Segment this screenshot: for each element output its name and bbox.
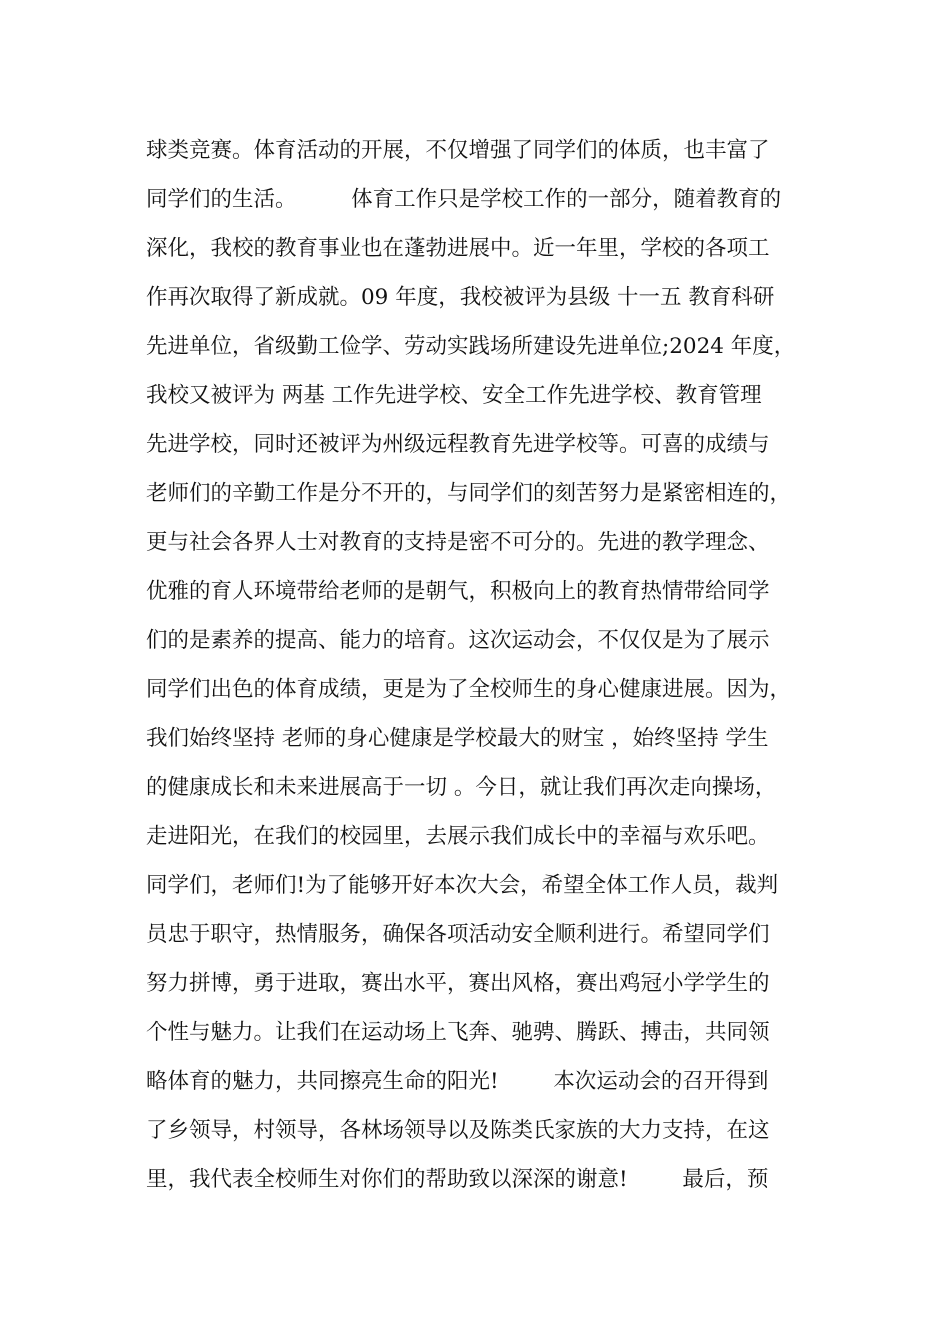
text-line: 的健康成长和未来进展高于一切 。今日，就让我们再次走向操场， — [146, 775, 777, 800]
text-line: 了乡领导，村领导，各林场领导以及陈类氏家族的大力支持，在这 — [146, 1118, 770, 1143]
text-line: 球类竞赛。体育活动的开展，不仅增强了同学们的体质，也丰富了 — [146, 138, 770, 163]
text-line: 们的是素养的提高、能力的培育。这次运动会，不仅仅是为了展示 — [146, 628, 770, 653]
text-line: 深化，我校的教育事业也在蓬勃进展中。近一年里，学校的各项工 — [146, 236, 770, 261]
text-line: 我们始终坚持 老师的身心健康是学校最大的财宝 ，始终坚持 学生 — [146, 726, 769, 751]
text-line: 我校又被评为 两基 工作先进学校、安全工作先进学校、教育管理 — [146, 383, 762, 408]
text-line: 员忠于职守，热情服务，确保各项活动安全顺利进行。希望同学们 — [146, 922, 770, 947]
body-text — [146, 126, 836, 1204]
text-line: 先进学校，同时还被评为州级远程教育先进学校等。可喜的成绩与 — [146, 432, 770, 457]
text-line: 里，我代表全校师生对你们的帮助致以深深的谢意! 最后，预 — [146, 1167, 769, 1192]
text-line: 同学们出色的体育成绩，更是为了全校师生的身心健康进展。因为， — [146, 677, 792, 702]
text-line: 走进阳光，在我们的校园里，去展示我们成长中的幸福与欢乐吧。 — [146, 824, 770, 849]
text-line: 优雅的育人环境带给老师的是朝气，积极向上的教育热情带给同学 — [146, 579, 770, 604]
text-line: 先进单位，省级勤工俭学、劳动实践场所建设先进单位;2024 年度， — [146, 334, 796, 359]
text-line: 同学们的生活。 体育工作只是学校工作的一部分，随着教育的 — [146, 187, 782, 212]
text-line: 作再次取得了新成就。09 年度，我校被评为县级 十一五 教育科研 — [146, 285, 775, 310]
text-line: 更与社会各界人士对教育的支持是密不可分的。先进的教学理念、 — [146, 530, 770, 555]
text-line: 个性与魅力。让我们在运动场上飞奔、驰骋、腾跃、搏击，共同领 — [146, 1020, 770, 1045]
text-line: 略体育的魅力，共同擦亮生命的阳光! 本次运动会的召开得到 — [146, 1069, 769, 1094]
text-line: 同学们，老师们!为了能够开好本次大会，希望全体工作人员，裁判 — [146, 873, 779, 898]
text-line: 老师们的辛勤工作是分不开的，与同学们的刻苦努力是紧密相连的， — [146, 481, 792, 506]
text-line: 努力拼博，勇于进取，赛出水平，赛出风格，赛出鸡冠小学学生的 — [146, 971, 770, 996]
